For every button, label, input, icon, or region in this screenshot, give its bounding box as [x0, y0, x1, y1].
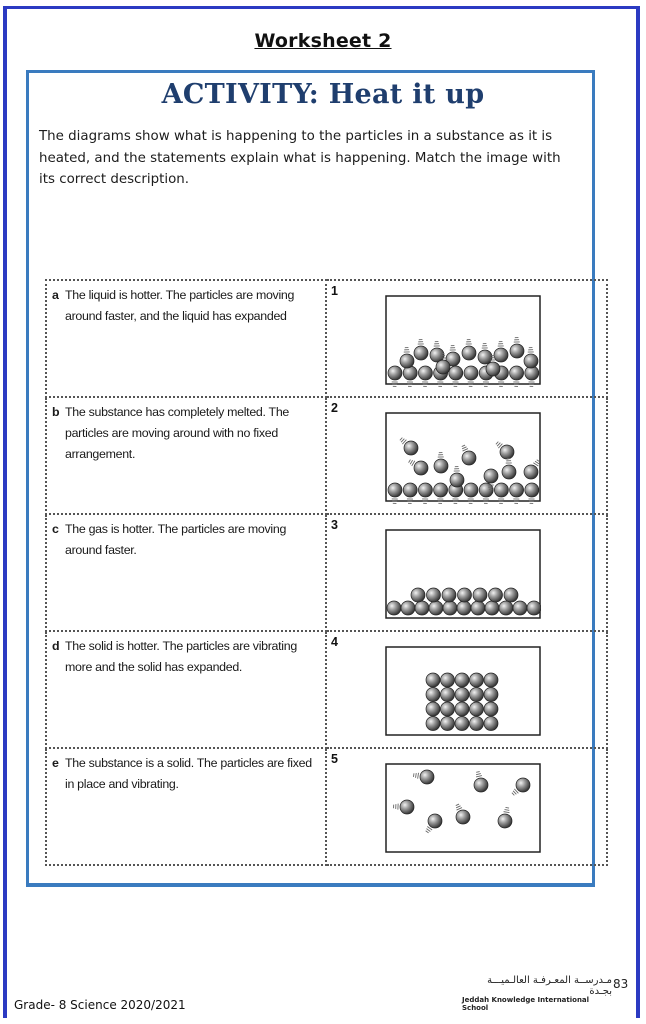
particle: [484, 702, 498, 716]
intro-text: The diagrams show what is happening to the particles in a substance as it is heated, and the statements explain what is happening. Match the image with its correct description.: [39, 129, 561, 187]
particle: [455, 673, 469, 687]
particle: [462, 346, 476, 360]
particle: [525, 483, 539, 497]
particle: [458, 588, 472, 602]
particle: [429, 601, 443, 615]
particle: [484, 688, 498, 702]
liquid-particles-bottom-diagram: [385, 529, 541, 621]
table-row: [46, 397, 607, 514]
particle: [411, 588, 425, 602]
description-cell: [46, 280, 326, 397]
row-description: The substance has completely melted. The particles are moving around with no fixed arrangement.: [65, 405, 290, 461]
diagram-cell: [326, 748, 607, 865]
table-row: [46, 280, 607, 397]
particle: [470, 717, 484, 731]
particle: [426, 717, 440, 731]
particle: [418, 366, 432, 380]
particle: [457, 601, 471, 615]
row-description: The solid is hotter. The particles are vibrating more and the solid has expanded.: [65, 639, 297, 674]
worksheet-title: Worksheet 2: [254, 30, 392, 52]
particle: [500, 445, 514, 459]
particle: [464, 483, 478, 497]
particle: [388, 366, 402, 380]
particle: [513, 601, 527, 615]
particle: [502, 465, 516, 479]
description-cell: [46, 514, 326, 631]
row-letter: a: [52, 288, 59, 302]
particle: [470, 702, 484, 716]
particle: [404, 441, 418, 455]
particle: [415, 601, 429, 615]
solid-lattice-particles-diagram: [385, 646, 541, 738]
particle: [441, 673, 455, 687]
diagram-cell: [326, 514, 607, 631]
particle: [428, 814, 442, 828]
row-number: 4: [331, 635, 338, 649]
row-letter: e: [52, 756, 59, 770]
school-name-english: Jeddah Knowledge International School: [462, 996, 590, 1012]
particle: [455, 688, 469, 702]
particle: [524, 465, 538, 479]
particle: [414, 461, 428, 475]
particle: [414, 346, 428, 360]
gas-particles-scattered-diagram: [385, 763, 541, 855]
particle: [426, 702, 440, 716]
particle: [510, 344, 524, 358]
particle: [498, 814, 512, 828]
particle: [426, 673, 440, 687]
row-number: 5: [331, 752, 338, 766]
table-row: [46, 748, 607, 865]
diagram-cell: [326, 280, 607, 397]
particle: [484, 673, 498, 687]
particle: [494, 348, 508, 362]
page-number: 83: [613, 977, 629, 991]
particle: [449, 366, 463, 380]
particle: [403, 483, 417, 497]
particle: [478, 350, 492, 364]
grade-footer: Grade- 8 Science 2020/2021: [14, 998, 186, 1012]
particle: [434, 483, 448, 497]
particle: [489, 588, 503, 602]
particle: [485, 601, 499, 615]
row-number: 3: [331, 518, 338, 532]
row-number: 1: [331, 284, 338, 298]
particle: [400, 354, 414, 368]
row-description: The substance is a solid. The particles are fixed in place and vibrating.: [65, 756, 312, 791]
school-name-arabic: مـدرســة المعـرفـة العالـميـــة بجـدة: [487, 975, 612, 997]
diagram-cell: [326, 397, 607, 514]
liquid-hot-particles-diagram: [385, 295, 541, 387]
table-row: [46, 514, 607, 631]
particle: [401, 601, 415, 615]
particle: [464, 366, 478, 380]
particle: [388, 483, 402, 497]
motion-line: [413, 773, 414, 777]
particle: [524, 354, 538, 368]
particle: [443, 601, 457, 615]
particle: [504, 588, 518, 602]
particle: [484, 469, 498, 483]
particle: [427, 588, 441, 602]
particle: [450, 473, 464, 487]
matching-table: [45, 279, 608, 866]
table-row: [46, 631, 607, 748]
particle: [442, 588, 456, 602]
description-cell: [46, 631, 326, 748]
particle: [426, 688, 440, 702]
particle: [510, 483, 524, 497]
particle: [473, 588, 487, 602]
row-letter: b: [52, 405, 60, 419]
activity-title: ACTIVITY: Heat it up: [161, 79, 485, 110]
particle: [486, 362, 500, 376]
particle: [516, 778, 530, 792]
row-number: 2: [331, 401, 338, 415]
particle: [418, 483, 432, 497]
row-letter: d: [52, 639, 60, 653]
description-cell: [46, 397, 326, 514]
particle: [420, 770, 434, 784]
particle: [527, 601, 541, 615]
description-cell: [46, 748, 326, 865]
diagram-cell: [326, 631, 607, 748]
particle: [455, 702, 469, 716]
particle: [400, 800, 414, 814]
particle: [499, 601, 513, 615]
particle: [456, 810, 470, 824]
particle: [484, 717, 498, 731]
melted-particles-moving-diagram: [385, 412, 541, 504]
particle: [441, 702, 455, 716]
particle: [455, 717, 469, 731]
particle: [441, 688, 455, 702]
row-description: The gas is hotter. The particles are moving around faster.: [65, 522, 287, 557]
particle: [441, 717, 455, 731]
particle: [436, 360, 450, 374]
particle: [494, 483, 508, 497]
row-description: The liquid is hotter. The particles are moving around faster, and the liquid has expanded: [65, 288, 295, 323]
particle: [434, 459, 448, 473]
particle: [462, 451, 476, 465]
particle: [471, 601, 485, 615]
particle: [387, 601, 401, 615]
particle: [474, 778, 488, 792]
particle: [510, 366, 524, 380]
motion-line: [506, 807, 510, 808]
particle: [470, 688, 484, 702]
particle: [470, 673, 484, 687]
row-letter: c: [52, 522, 59, 536]
